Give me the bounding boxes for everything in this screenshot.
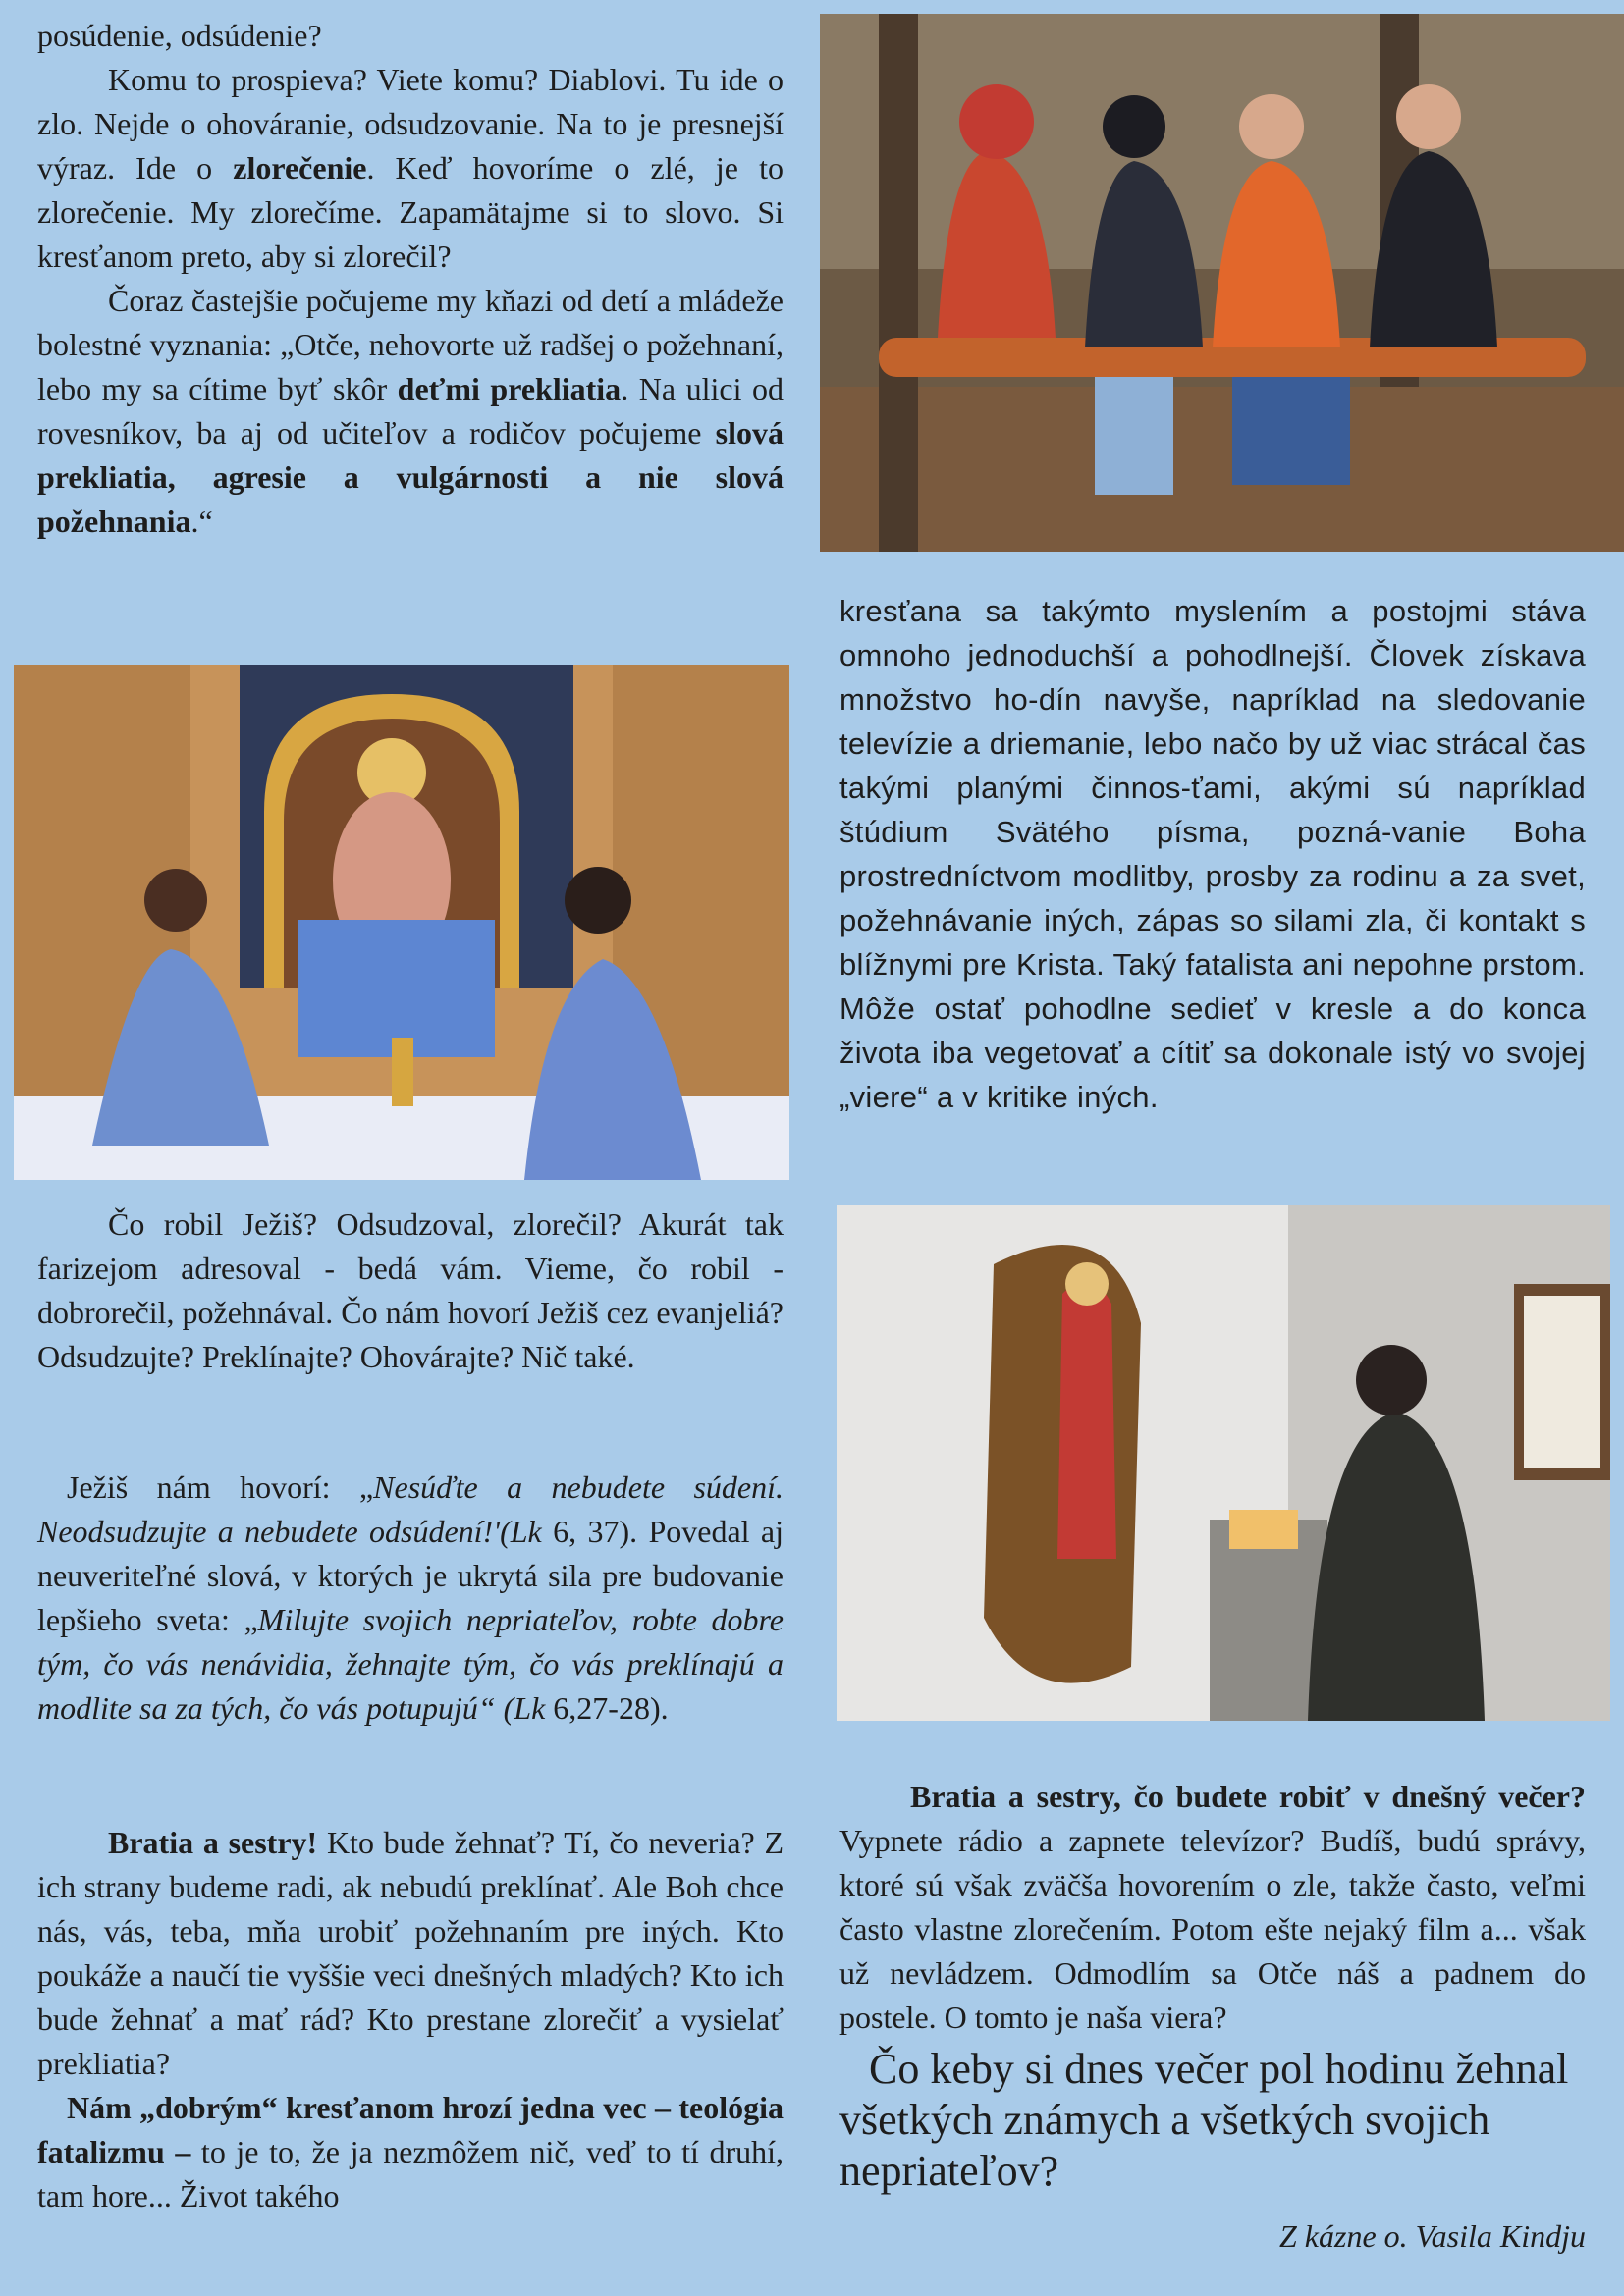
paragraph: Čoraz častejšie počujeme my kňazi od detí a mládeže bolestné vyznania: „Otče, nehovorte už radšej o požehnaní, lebo my sa cítime byť skôr deťmi prekliatia. Na ulici od rovesníkov, ba aj od učiteľov a rodičov počujeme slová prekliatia, agresie a vulgárnosti a nie slová požehnania.“: [37, 283, 785, 539]
paragraph: Čo robil Ježiš? Odsudzoval, zlorečil? Akurát tak farizejom adresoval - bedá vám. Vieme, čo robil - dobrorečil, požehnával. Čo nám hovorí Ježiš cez evanjeliá? Odsudzujte? Preklínajte? Ohovárajte? Nič také.: [37, 1206, 784, 1374]
icon-candles-photo: [837, 1205, 1610, 1721]
paragraph: Nám „dobrým“ kresťanom hrozí jedna vec – teológia fatalizmu – to je to, že ja nezmôžem nič, veď to tí druhí, tam hore... Život takého: [37, 2090, 785, 2214]
bench-photo: [820, 14, 1624, 552]
paragraph: Komu to prospieva? Viete komu? Diablovi. Tu ide o zlo. Nejde o ohováranie, odsudzovanie. Na to je presnejší výraz. Ide o zlorečenie. Keď hovoríme o zlé, je to zlorečenie. My zlorečíme. Zapamätajme si to slovo. Si kresťanom preto, aby si zlorečil?: [37, 62, 785, 274]
closing-question: Čo keby si dnes večer pol hodinu žehnal všetkých známych a všetkých svojich nepriateľov?: [839, 2045, 1569, 2195]
right-column-top: [839, 589, 1586, 1119]
altar-photo: [14, 665, 789, 1180]
signature: Z kázne o. Vasila Kindju: [1278, 2218, 1586, 2254]
left-column-quote: [37, 1466, 784, 1731]
paragraph: posúdenie, odsúdenie?: [37, 18, 322, 53]
left-column-bottom: [37, 1821, 784, 2218]
paragraph: kresťana sa takýmto myslením a postojmi stáva omnoho jednoduchší a pohodlnejší. Človek získava množstvo ho-dín navyše, napríklad na sledovanie televízie a driemanie, lebo načo by už viac strácal čas takými planými činnos-ťami, akými sú napríklad štúdium Svätého písma, pozná-vanie Boha prostredníctvom modlitby, prosby za rodinu a za svet, požehnávanie iných, zápas so silami zla, či kontakt s blížnymi pre Krista. Taký fatalista ani nepohne prstom. Môže ostať pohodlne sedieť v kresle a do konca života iba vegetovať a cítiť sa dokonale istý vo svojej „viere“ a v kritike iných.: [839, 594, 1586, 1114]
paragraph: Ježiš nám hovorí: „Nesúďte a nebudete súdení. Neodsudzujte a nebudete odsúdení!'(Lk 6, 37). Povedal aj neuveriteľné slová, v ktorých je ukrytá sila pre budovanie lepšieho sveta: „Milujte svojich nepriateľov, robte dobre tým, čo vás nenávidia, žehnajte tým, čo vás preklínajú a modlite sa za tých, čo vás potupujú“ (Lk 6,27-28).: [37, 1469, 785, 1726]
paragraph: Bratia a sestry, čo budete robiť v dnešný večer? Vypnete rádio a zapnete televízor? Budíš, budú správy, ktoré sú však zväčša hovorením o zle, takže často, veľmi často vlastne zlorečením. Potom ešte nejaký film a... však už nevládzem. Odmodlím sa Otče náš a padnem do postele. O tomto je naša viera?: [839, 1779, 1586, 2035]
right-column-bottom: [839, 1775, 1586, 2259]
left-column-top: [37, 14, 784, 544]
paragraph: Bratia a sestry! Kto bude žehnať? Tí, čo neveria? Z ich strany budeme radi, ak nebudú preklínať. Ale Boh chce nás, vás, teba, mňa urobiť požehnaním pre iných. Kto poukáže a naučí tie vyššie veci dnešných mladých? Kto ich bude žehnať a mať rád? Kto prestane zlorečiť a vysielať prekliatia?: [37, 1825, 785, 2081]
left-column-middle: [37, 1202, 784, 1379]
